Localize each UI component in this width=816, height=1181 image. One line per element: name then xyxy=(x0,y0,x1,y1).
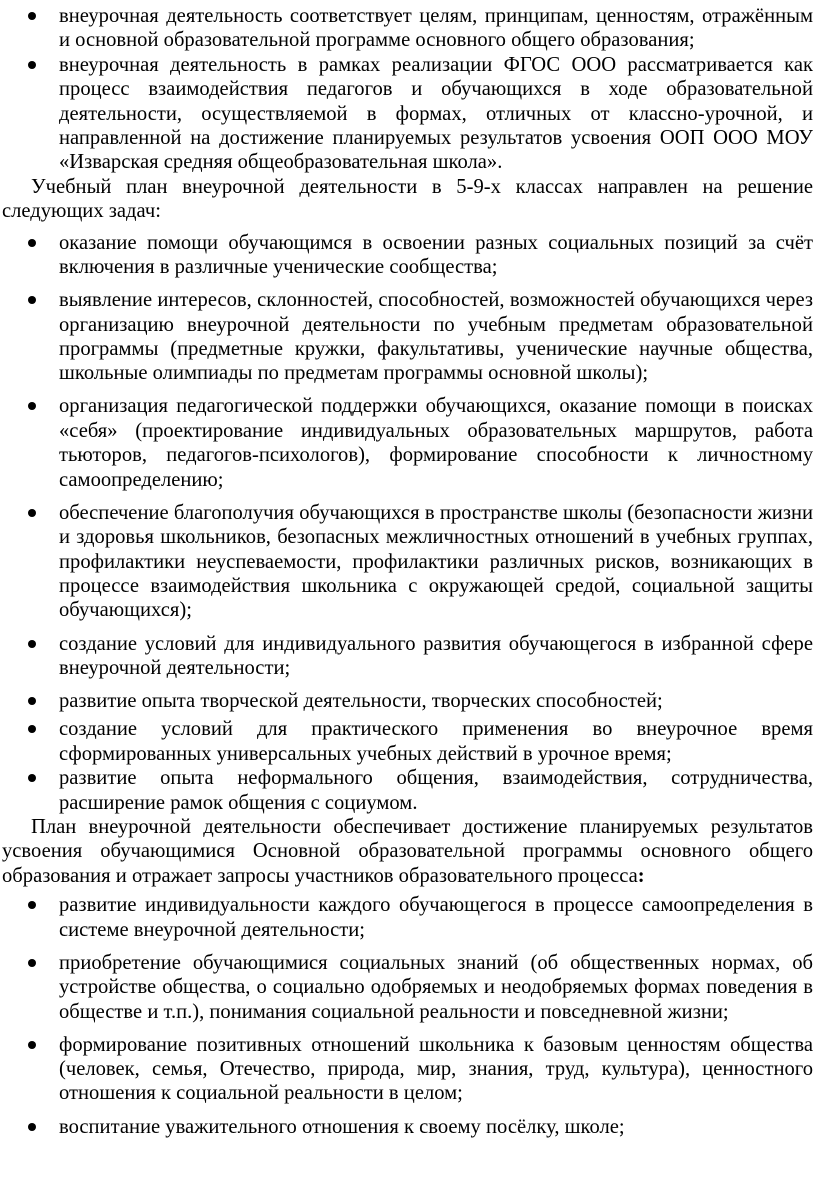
list-item: приобретение обучающимися социальных знаний (об общественных нормах, об устройстве общества, о социально одобряемых и неодобряемых формах поведения в обществе и т.п.), понимания социальной реальности и повседневной жизни; xyxy=(2,951,813,1024)
list-item: выявление интересов, склонностей, способностей, возможностей обучающихся через организацию внеурочной деятельности по учебным предметам образовательной программы (предметные кружки, факультативы, ученические научные общества, школьные олимпиады по предметам программы основной школы); xyxy=(2,288,813,386)
results-list xyxy=(2,893,813,1139)
paragraph-tasks-intro: Учебный план внеурочной деятельности в 5-9-х классах направлен на решение следующих задач: xyxy=(2,175,813,223)
list-item: развитие опыта творческой деятельности, творческих способностей; xyxy=(2,689,813,713)
list-item: внеурочная деятельность в рамках реализации ФГОС ООО рассматривается как процесс взаимодействия педагогов и обучающихся в ходе образовательной деятельности, осуществляемой в формах, отличных от классно-урочной, и направленной на достижение планируемых результатов усвоения ООП ООО МОУ «Изварская средняя общеобразовательная школа». xyxy=(2,53,813,175)
list-item: внеурочная деятельность соответствует целям, принципам, ценностям, отражённым и основной образовательной программе основного общего образования; xyxy=(2,4,813,53)
list-item: воспитание уважительного отношения к своему посёлку, школе; xyxy=(2,1115,813,1139)
list-item: создание условий для практического применения во внеурочное время сформированных универсальных учебных действий в урочное время; xyxy=(2,717,813,766)
paragraph-plan-colon: : xyxy=(637,864,645,887)
paragraph-plan xyxy=(2,815,813,888)
list-item: развитие индивидуальности каждого обучающегося в процессе самоопределения в системе внеурочной деятельности; xyxy=(2,893,813,942)
list-item: развитие опыта неформального общения, взаимодействия, сотрудничества, расширение рамок общения с социумом. xyxy=(2,766,813,815)
list-item: формирование позитивных отношений школьника к базовым ценностям общества (человек, семья, Отечество, природа, мир, знания, труд, культура), ценностного отношения к социальной реальности в целом; xyxy=(2,1033,813,1106)
tasks-list xyxy=(2,231,813,714)
list-item: оказание помощи обучающимся в освоении разных социальных позиций за счёт включения в различные ученические сообщества; xyxy=(2,231,813,280)
paragraph-plan-text: План внеурочной деятельности обеспечивает достижение планируемых результатов усвоения обучающимися Основной образовательной программы основного общего образования и отражает запросы участников образовательного процесса xyxy=(2,816,813,887)
list-item: создание условий для индивидуального развития обучающегося в избранной сфере внеурочной деятельности; xyxy=(2,632,813,681)
goals-list xyxy=(2,4,813,175)
tasks-list-continued xyxy=(2,717,813,815)
list-item: организация педагогической поддержки обучающихся, оказание помощи в поисках «себя» (проектирование индивидуальных образовательных маршрутов, работа тьюторов, педагогов-психологов), формирование способности к личностному самоопределению; xyxy=(2,394,813,492)
list-item: обеспечение благополучия обучающихся в пространстве школы (безопасности жизни и здоровья школьников, безопасных межличностных отношений в учебных группах, профилактики неуспеваемости, профилактики различных рисков, возникающих в процессе взаимодействия школьника с окружающей средой, социальной защиты обучающихся); xyxy=(2,501,813,623)
